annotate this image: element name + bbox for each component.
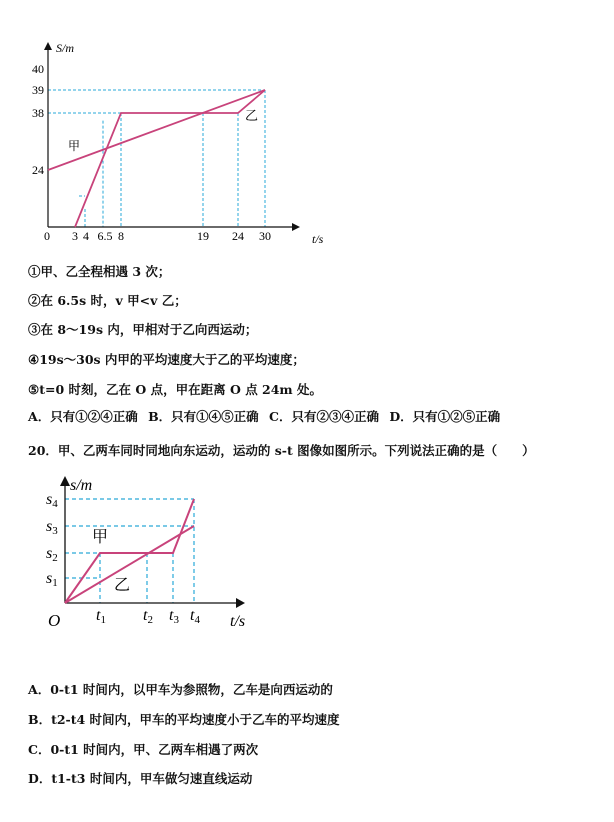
origin-label: O	[48, 611, 61, 630]
x-tick-label: 30	[259, 229, 271, 243]
y-tick-label: s3	[46, 518, 58, 537]
statement-4: ④19s～30s 内甲的平均速度大于乙的平均速度；	[28, 352, 305, 367]
q19-option-b[interactable]: B．只有①④⑤正确	[148, 409, 259, 424]
q19-option-c[interactable]: C．只有②③④正确	[269, 409, 379, 424]
y-tick-label: 39	[32, 83, 44, 97]
q20-option-a[interactable]: A．0-t1 时间内，以甲车为参照物，乙车是向西运动的	[28, 682, 333, 697]
y-tick-label: s2	[46, 545, 58, 564]
statement-1: ①甲、乙全程相遇 3 次；	[28, 264, 171, 279]
x-axis-arrow	[236, 598, 245, 608]
statement-3: ③在 8～19s 内，甲相对于乙向西运动；	[28, 322, 258, 337]
x-axis-label: t/s	[230, 613, 246, 630]
y-axis-arrow	[60, 476, 70, 486]
y-tick-label: 38	[32, 106, 44, 120]
y-axis-label: S/m	[56, 41, 74, 55]
y-tick-label: 40	[32, 62, 44, 76]
series-line	[48, 90, 265, 170]
chart-19-series	[48, 90, 265, 227]
x-tick-label: t2	[143, 607, 153, 626]
series-label: 乙	[245, 108, 259, 123]
series-label: 甲	[68, 139, 81, 153]
x-axis-arrow	[292, 223, 300, 231]
q19-option-d[interactable]: D．只有①②⑤正确	[389, 409, 501, 424]
chart-20-series	[65, 499, 194, 603]
y-tick-label: s1	[46, 570, 58, 589]
y-tick-label: s4	[46, 491, 58, 510]
x-tick-label: 24	[232, 229, 244, 243]
statement-2: ②在 6.5s 时，v 甲<v 乙；	[28, 293, 187, 308]
q19-options	[28, 407, 506, 425]
series-label: 乙	[114, 577, 131, 594]
q20-title: 20．甲、乙两车同时同地向东运动，运动的 s-t 图像如图所示。下列说法正确的是（ ）	[28, 443, 535, 458]
x-tick-label: t4	[190, 607, 200, 626]
y-tick-label: 24	[32, 163, 44, 177]
x-tick-label: 0	[44, 229, 50, 243]
y-axis-label: s/m	[70, 477, 93, 494]
chart-20-axes	[60, 476, 245, 608]
q20-option-b[interactable]: B．t2-t4 时间内，甲车的平均速度小于乙车的平均速度	[28, 712, 340, 727]
q20-option-d[interactable]: D．t1-t3 时间内，甲车做匀速直线运动	[28, 771, 253, 786]
q19-option-a[interactable]: A．只有①②④正确	[28, 409, 138, 424]
x-axis-label: t/s	[312, 232, 324, 246]
x-tick-label: 3	[72, 229, 78, 243]
chart-19	[0, 0, 614, 250]
statement-5: ⑤t=0 时刻，乙在 O 点，甲在距离 O 点 24m 处。	[28, 382, 323, 397]
chart-20	[0, 462, 614, 642]
chart-19-axes	[44, 42, 300, 231]
x-tick-label: 19	[197, 229, 209, 243]
x-tick-label: 6.5	[97, 229, 113, 243]
q20-option-c[interactable]: C．0-t1 时间内，甲、乙两车相遇了两次	[28, 742, 259, 757]
x-tick-label: t3	[169, 607, 179, 626]
x-tick-label: t1	[96, 607, 106, 626]
y-axis-arrow	[44, 42, 52, 50]
series-label: 甲	[92, 529, 109, 546]
x-tick-label: 4	[83, 229, 89, 243]
x-tick-label: 8	[118, 229, 124, 243]
